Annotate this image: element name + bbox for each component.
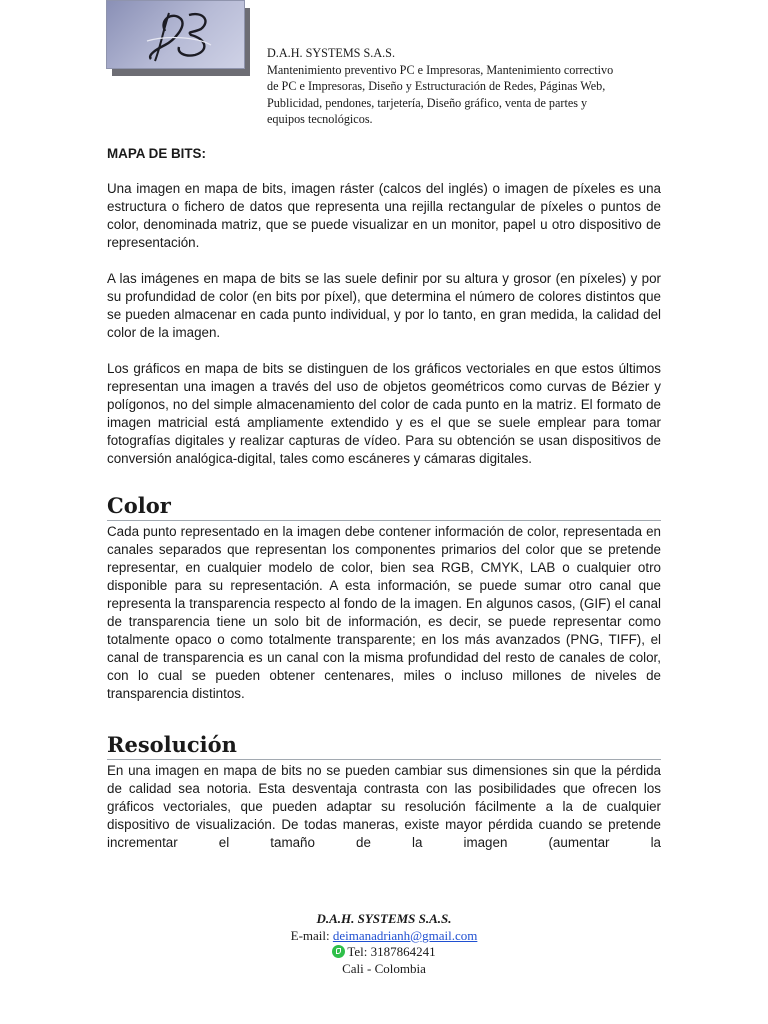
- header-description-line: de PC e Impresoras, Diseño y Estructuración de Redes, Páginas Web,: [267, 79, 606, 94]
- paragraph: Los gráficos en mapa de bits se distinguen de los gráficos vectoriales en que estos últimos representan una imagen a través del uso de objetos geométricos como curvas de Bézier y polígonos, no del simple almacenamiento del color de cada punto en la matriz. El formato de imagen matricial está ampliamente extendido y es el que se suele emplear para tomar fotografías digitales y realizar capturas de vídeo. Para su obtención se usan dispositivos de conversión analógica-digital, tales como escáneres y cámaras digitales.: [107, 361, 661, 466]
- document-body: [107, 146, 661, 850]
- header-company-name: D.A.H. SYSTEMS S.A.S.: [267, 46, 395, 60]
- paragraph: Una imagen en mapa de bits, imagen ráster (calcos del inglés) o imagen de píxeles es una estructura o fichero de datos que representa una rejilla rectangular de píxeles o puntos de color, denominada matriz, que se puede visualizar en un monitor, papel u otro dispositivo de representación.: [107, 181, 661, 250]
- footer-tel: Tel: 3187864241: [347, 944, 436, 959]
- footer-company: D.A.H. SYSTEMS S.A.S.: [316, 911, 452, 926]
- footer-location: Cali - Colombia: [342, 960, 426, 976]
- section-body-color: Cada punto representado en la imagen debe contener información de color, representada en canales separados que representan los componentes primarios del color que se pretende representar, en cualquier modelo de color, bien sea RGB, CMYK, LAB o cualquier otro disponible para su representación. A esta información, se puede sumar otro canal que representa la transparencia respecto al fondo de la imagen. En algunos casos, (GIF) el canal de transparencia tiene un solo bit de información, es decir, se puede representar como totalmente opaco o como totalmente transparente; en los más avanzados (PNG, TIFF), el canal de transparencia es un canal con la misma profundidad del resto de canales de color, con lo cual se pueden obtener centenares, miles o incluso millones de niveles de transparencia distintos.: [107, 524, 661, 701]
- footer-email-line: [230, 928, 538, 945]
- whatsapp-icon: [332, 945, 345, 958]
- logo-container: [106, 0, 246, 74]
- dah-logo-icon: [106, 0, 245, 69]
- email-link[interactable]: deimanadrianh@gmail.com: [332, 927, 478, 943]
- header-description-line: Publicidad, pendones, tarjetería, Diseño gráfico, venta de partes y: [267, 95, 588, 110]
- section-title-color: Color: [107, 494, 661, 521]
- company-header: [267, 45, 661, 128]
- page-footer: [230, 911, 538, 977]
- section-body-resolucion: En una imagen en mapa de bits no se pueden cambiar sus dimensiones sin que la pérdida de calidad sea notoria. Esta desventaja contrasta con las posibilidades que ofrecen los gráficos vectoriales, que pueden adaptar su resolución fácilmente a la de cualquier dispositivo de visualización. De todas maneras, existe mayor pérdida cuando se pretende incrementar el tamaño de la imagen (aumentar la: [107, 763, 661, 850]
- header-description-line: Mantenimiento preventivo PC e Impresoras, Mantenimiento correctivo: [267, 62, 614, 77]
- section-body-clip: [107, 760, 661, 850]
- page-heading: MAPA DE BITS:: [107, 146, 206, 161]
- section-title-resolucion: Resolución: [107, 733, 661, 760]
- footer-tel-line: [230, 944, 538, 961]
- header-description-line: equipos tecnológicos.: [267, 112, 373, 127]
- footer-email-label: E-mail:: [290, 927, 330, 943]
- paragraph: A las imágenes en mapa de bits se las suele definir por su altura y grosor (en píxeles) y por su profundidad de color (en bits por píxel), que determina el número de colores distintos que se pueden almacenar en cada punto individual, y por lo tanto, en gran medida, la calidad del color de la imagen.: [107, 271, 661, 340]
